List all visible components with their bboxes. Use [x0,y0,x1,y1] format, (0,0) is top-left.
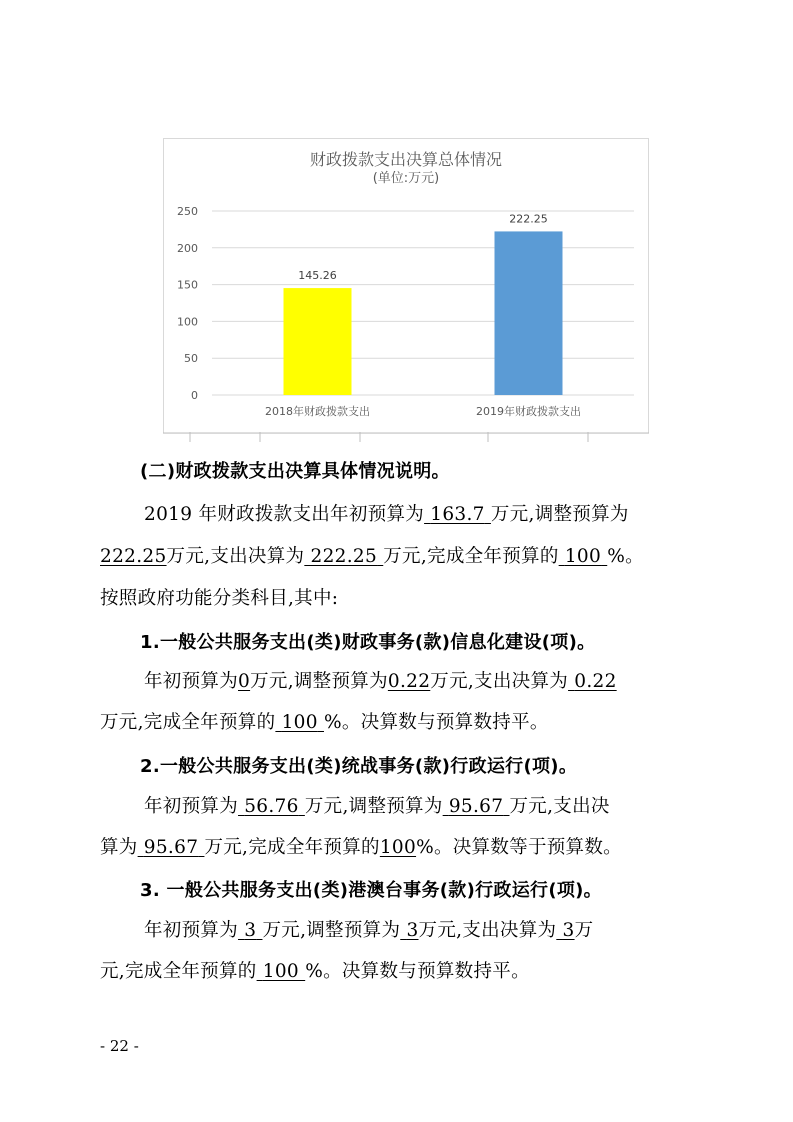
data-label: 222.25 [509,212,548,226]
chart-underline-marks [163,432,649,444]
y-tick-label: 150 [177,278,198,292]
page-number: - 22 - [100,1037,139,1055]
item-1-line-1: 年初预算为0万元,调整预算为0.22万元,支出决算为 0.22 [144,671,617,692]
expenditure-chart [163,138,649,434]
item-2-line-1: 年初预算为 56.76 万元,调整预算为 95.67 万元,支出决 [144,796,610,817]
item-2-initial-budget: 56.76 [244,796,299,817]
item-2-expenditure: 95.67 [143,837,199,858]
x-tick-label: 2018年财政拨款支出 [265,405,370,418]
bar [495,231,563,395]
y-tick-label: 250 [177,205,198,218]
section-heading: (二)财政拨款支出决算具体情况说明。 [140,461,450,482]
summary-line-3: 按照政府功能分类科目,其中: [100,588,339,609]
final-expenditure-value: 222.25 [310,546,378,567]
summary-text: 2019 年财政拨款支出年初预算为 [144,504,425,525]
item-3-line-1: 年初预算为 3 万元,调整预算为 3万元,支出决算为 3万 [144,920,594,941]
y-tick-label: 0 [191,389,198,402]
item-3-expenditure: 3 [562,920,575,941]
initial-budget-value: 163.7 [430,504,485,525]
summary-line-2 [100,542,700,568]
data-label: 145.26 [298,269,337,283]
item-1-completion: 100 [281,712,318,733]
item-3-heading: 3. 一般公共服务支出(类)港澳台事务(款)行政运行(项)。 [140,880,602,901]
summary-line-1 [144,500,744,526]
chart-plot [164,139,650,435]
item-2-heading: 2.一般公共服务支出(类)统战事务(款)行政运行(项)。 [140,756,578,777]
summary-text: 万元,支出决算为 [166,546,305,567]
y-tick-label: 50 [184,352,198,366]
chart-title: 财政拨款支出决算总体情况 [309,150,502,169]
item-3-adjusted-budget: 3 [406,920,419,941]
item-1-initial-budget: 0 [238,671,251,692]
completion-rate-value: 100 [564,546,602,567]
summary-text: 万元,完成全年预算的 [383,546,559,567]
item-1-heading: 1.一般公共服务支出(类)财政事务(款)信息化建设(项)。 [140,632,596,653]
adjusted-budget-value: 222.25 [100,546,167,567]
x-tick-label: 2019年财政拨款支出 [476,405,581,418]
y-tick-label: 100 [177,315,198,329]
item-1-line-2: 万元,完成全年预算的 100 %。决算数与预算数持平。 [100,712,549,733]
summary-text: %。 [607,546,644,567]
item-2-adjusted-budget: 95.67 [448,796,504,817]
item-3-completion: 100 [262,961,299,982]
item-1-expenditure: 0.22 [574,671,617,692]
summary-text: 万元,调整预算为 [490,504,629,525]
item-2-line-2: 算为 95.67 万元,完成全年预算的100%。决算数等于预算数。 [100,837,622,858]
item-1-adjusted-budget: 0.22 [387,671,431,692]
item-2-completion: 100 [379,837,417,858]
bar [284,288,352,395]
item-3-line-2: 元,完成全年预算的 100 %。决算数与预算数持平。 [100,961,530,982]
item-3-initial-budget: 3 [244,920,257,941]
y-tick-label: 200 [177,241,198,255]
chart-subtitle: (单位:万元) [372,171,440,186]
